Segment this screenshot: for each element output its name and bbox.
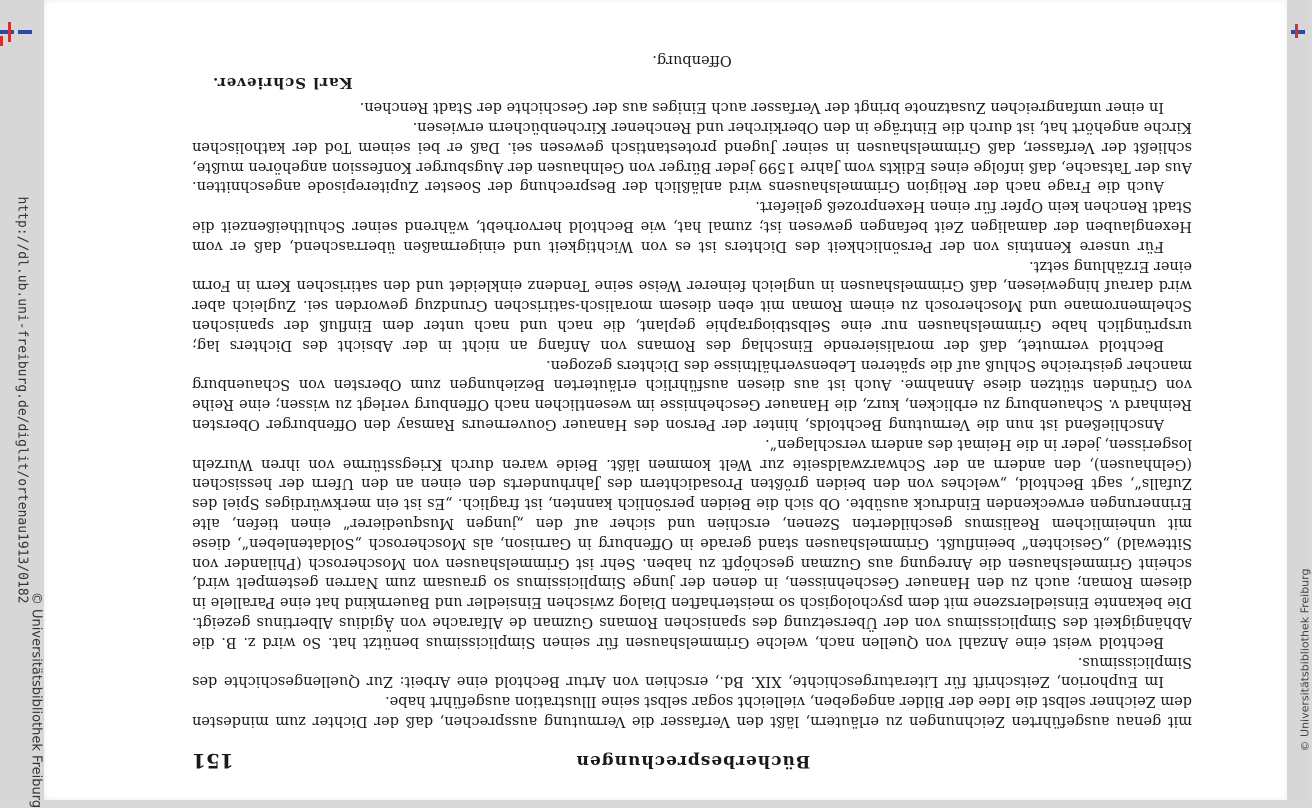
right-viewer-strip: [1287, 0, 1312, 800]
scanned-page: [44, 0, 1287, 800]
author-signature: Karl Schriever.: [212, 74, 353, 93]
paragraph: mit genau ausgeführten Zeichnungen zu erläutern, läßt den Verfasser die Vermutung aussprechen, daß der Dichter zum mindesten dem Zeichner selbst die Idee der Bilder angegeben, vielleicht sogar selbst seine Illustration ausgeführt habe.: [192, 693, 1192, 729]
left-viewer-strip: [0, 0, 44, 808]
paragraph: Bechtold vermutet, daß der moralisierende Einschlag des Romans von Anfang an nicht in der Absicht des Dichters lag; ursprünglich habe Grimmelshausen nur eine Selbstbiographie geplant, die nach und nach unter dem Einfluß der spanischen Schelmenromane und Moscherosch zu einem Roman mit eben diesem moralisch-satirischen Grundzug geworden sei. Zugleich aber wird darauf hingewiesen, daß Grimmelshausen in ungleich feinerer Weise seine Tendenz einkleidet und den satirischen Kern in Form einer Erzählung setzt.: [192, 257, 1192, 353]
page-header: [192, 748, 1192, 774]
running-head: Bücherbesprechungen: [575, 751, 811, 771]
document-url[interactable]: http://dl.ub.uni-freiburg.de/diglit/ortenau1913/0182: [14, 196, 30, 604]
body-text: [192, 30, 1192, 730]
right-edge-text: © Universitätsbibliothek Freiburg: [1298, 568, 1312, 752]
paragraph: Bechtold weist eine Anzahl von Quellen nach, welche Grimmelshausen für seinen Simplicissimus benützt hat. So wird z. B. die Abhängigkeit des Simplicissimus von der Übersetzung des spanischen Romans Guzman de Alfarache von Ägidius Albertinus gezeigt. Die bekannte Einsiedlerszene mit dem psychologisch so meisterhaften Dialog zwischen Einsiedler und Bauernkind hat eine Parallele in diesem Roman; auch zu den Hanauer Geschehnissen, in denen der junge Simplicissimus so grausam zum Narren gestempelt wird, scheint Grimmelshausen die Anregung aus Guzman geschöpft zu haben. Sehr ist Grimmelshausen von Moscherosch (Philander von Sittewald) „Gesichten“ beeinflußt. Grimmelshausen stand gerade in Offenburg in Garnison, als Moscherosch „Soldatenleben“, diese mit unheimlichem Realismus geschilderten Szenen, erschien und sicher auf den „jungen Musquedierer“ einen tiefen, alte Erinnerungen erweckenden Eindruck ausübte. Ob sich die Beiden persönlich kannten, ist fraglich. „Es ist ein merkwürdiges Spiel des Zufalls“, sagt Bechtold, „welches von den beiden größten Prosadichtern des Jahrhunderts den einen an den Ufern der hessischen (Gelnhausen), den andern an der Schwarzwaldseite zur Welt kommen läßt. Beide waren durch Kriegsstürme von ihren Wurzeln losgerissen, jeder in die Heimat des andern verschlagen“.: [192, 435, 1192, 650]
page-rotated-content: [44, 0, 1287, 800]
paragraph: Anschließend ist nun die Vermutung Bechtolds, hinter der Person des Hanauer Gouverneurs Ramsay den Offenburger Obersten Reinhard v. Schauenburg zu erblicken, kurz, die Hanauer Geschehnisse im wesentlichen nach Offenburg verlegt zu wissen; eine Reihe von Gründen stützen diese Annahme. Auch ist aus diesen ausführlich erläuterten Beziehungen zum Obersten von Schauenburg mancher geistreiche Schluß auf die späteren Lebensverhältnisse des Dichters gezogen.: [192, 356, 1192, 433]
paragraph: Auch die Frage nach der Religion Grimmelshausens wird anläßlich der Besprechung der Soester Zupiterepisode angeschnitten. Aus der Tatsache, daß infolge eines Edikts vom Jahre 1599 jeder Bürger von Gelnhausen der Augsburger Konfession angehören mußte, schließt der Verfasser, daß Grimmelshausen in seiner Jugend protestantisch gewesen sei. Daß er bei seinem Tod der katholischen Kirche angehört hat, ist durch die Einträge in den Oberkircher und Renchener Kirchenbüchern erwiesen.: [192, 119, 1192, 195]
paragraph: Im Euphorion, Zeitschrift für Literaturgeschichte, XIX. Bd., erschien von Artur Bechtold eine Arbeit: Zur Quellengeschichte des Simplicissimus.: [192, 653, 1192, 690]
paragraph: In einer umfangreichen Zusatznote bringt der Verfasser auch Einiges aus der Geschichte der Stadt Renchen.: [359, 99, 1164, 116]
paragraph: Für unsere Kenntnis von der Persönlichkeit des Dichters ist es von Wichtigkeit und einigermaßen überraschend, daß er vom Hexenglauben der damaligen Zeit befangen gewesen ist; zumal hat, wie Bechtold hervorhebt, während seiner Schultheißenzeit die Stadt Renchen kein Opfer für einen Hexenprozeß geliefert.: [192, 198, 1192, 254]
calibration-marks-right: [1289, 20, 1307, 50]
place-line: Offenburg.: [652, 51, 732, 68]
page-number: 151: [192, 749, 234, 773]
page-content: [192, 24, 1192, 774]
calibration-marks-left: [0, 20, 36, 50]
copyright-notice: © Universitätsbibliothek Freiburg: [28, 591, 44, 808]
